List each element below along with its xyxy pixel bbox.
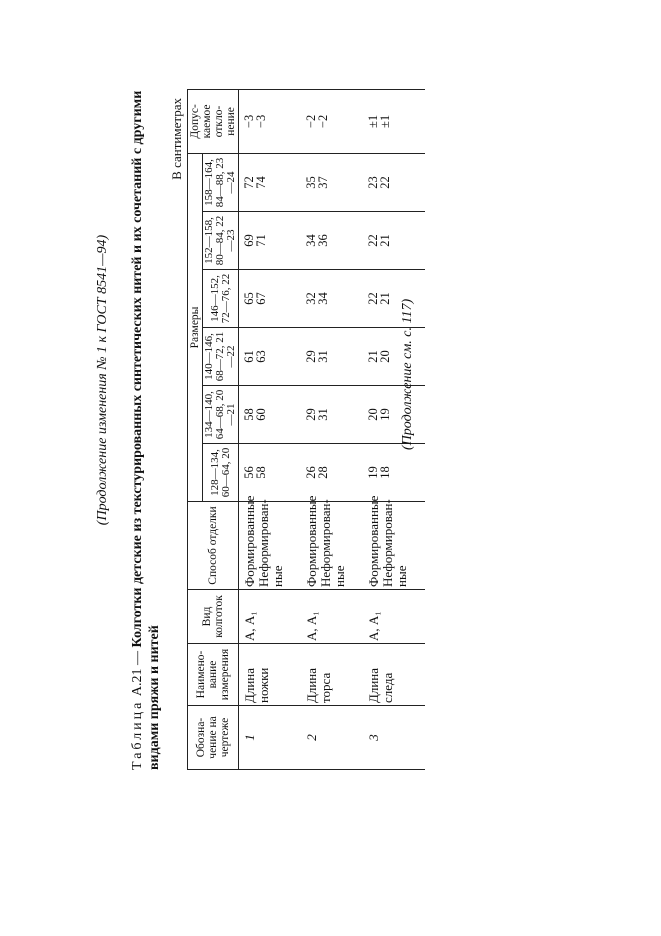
size-value: 18 xyxy=(378,466,392,479)
header-finish: Способ отделки xyxy=(188,502,239,590)
size-value: 37 xyxy=(316,176,330,189)
tolerance-cell xyxy=(363,89,425,153)
size-value: 74 xyxy=(254,176,268,189)
table-body xyxy=(239,89,426,769)
size-column-header: 128—134, 60—64, 20 xyxy=(203,444,239,502)
size-column-header: 158—164, 84—88, 23—24 xyxy=(203,153,239,211)
tolerance-value: −2 xyxy=(304,114,318,129)
row-kind: А, А₁ xyxy=(363,590,425,644)
size-value: 29 xyxy=(304,408,318,421)
size-value: 21 xyxy=(378,234,392,247)
unit-note: В сантиметрах xyxy=(169,98,184,180)
size-value-cell xyxy=(239,328,302,386)
finish-line: Неформирован-ные xyxy=(256,499,285,587)
size-value: 22 xyxy=(366,234,380,247)
tolerance-cell xyxy=(239,89,302,153)
size-value-cell xyxy=(239,444,302,502)
size-value-cell xyxy=(239,386,302,444)
row-measure-name: Длина следа xyxy=(363,644,425,706)
row-measure-name: Длина торса xyxy=(301,644,363,706)
row-finish xyxy=(363,495,425,590)
size-column-header: 152—158, 80—84, 22—23 xyxy=(203,212,239,270)
row-finish xyxy=(239,495,302,590)
tolerance-value: −3 xyxy=(242,114,256,129)
size-value: 26 xyxy=(304,466,318,479)
finish-line: Формированные xyxy=(304,495,319,587)
size-value: 19 xyxy=(378,408,392,421)
tolerance-value: −2 xyxy=(316,114,330,129)
row-measure-name: Длина ножки xyxy=(239,644,302,706)
header-code: Обозна-чение на чертеже xyxy=(188,706,239,770)
size-column-header: 146—152, 72—76, 22 xyxy=(203,270,239,328)
header-sizes: Размеры xyxy=(188,153,203,501)
size-column-header: 134—140, 64—68, 20—21 xyxy=(203,386,239,444)
size-value: 56 xyxy=(242,466,256,479)
size-value: 65 xyxy=(242,292,256,305)
size-value-cell xyxy=(301,212,363,270)
table-row xyxy=(301,89,363,769)
tolerance-value: ±1 xyxy=(378,114,392,128)
size-value: 71 xyxy=(254,234,268,247)
table-row xyxy=(239,89,302,769)
continuation-footer: (Продолжение см. с. 117) xyxy=(400,298,415,450)
size-value: 23 xyxy=(366,176,380,189)
size-value: 67 xyxy=(254,292,268,305)
caption-dash: — xyxy=(130,650,145,665)
size-value: 21 xyxy=(378,292,392,305)
size-value: 58 xyxy=(254,466,268,479)
size-value: 31 xyxy=(316,408,330,421)
size-value: 32 xyxy=(304,292,318,305)
continuation-header: (Продолжение изменения № 1 к ГОСТ 8541—94) xyxy=(95,234,110,526)
size-value-cell xyxy=(301,270,363,328)
dimensions-table xyxy=(187,89,425,770)
size-value-cell xyxy=(363,153,425,211)
size-value: 21 xyxy=(366,350,380,363)
header-name: Наимено-вание измерения xyxy=(188,644,239,706)
size-value: 34 xyxy=(316,292,330,305)
size-value: 19 xyxy=(366,466,380,479)
caption-label: Таблица xyxy=(130,699,145,770)
finish-line: Неформирован-ные xyxy=(380,499,409,587)
size-value: 31 xyxy=(316,350,330,363)
size-value: 28 xyxy=(316,466,330,479)
size-value: 36 xyxy=(316,234,330,247)
size-value: 20 xyxy=(366,408,380,421)
row-code: 1 xyxy=(239,706,302,770)
size-value: 35 xyxy=(304,176,318,189)
caption-number: А.21 xyxy=(130,668,145,697)
size-value-cell xyxy=(301,386,363,444)
size-value: 22 xyxy=(366,292,380,305)
size-value-cell xyxy=(301,328,363,386)
finish-line: Неформирован-ные xyxy=(318,499,347,587)
table-caption xyxy=(129,90,163,770)
tolerance-value: ±1 xyxy=(366,114,380,128)
size-value-cell xyxy=(239,153,302,211)
size-value: 61 xyxy=(242,350,256,363)
row-code: 2 xyxy=(301,706,363,770)
tolerance-value: −3 xyxy=(254,114,268,129)
size-value-cell xyxy=(363,444,425,502)
size-column-header: 140—146, 68—72, 21—22 xyxy=(203,328,239,386)
tolerance-cell xyxy=(301,89,363,153)
size-value: 20 xyxy=(378,350,392,363)
rotated-page xyxy=(95,90,425,770)
row-code: 3 xyxy=(363,706,425,770)
finish-line: Формированные xyxy=(366,495,381,587)
header-tolerance: Допус-каемое откло-нение xyxy=(188,89,239,153)
finish-line: Формированные xyxy=(242,495,257,587)
caption-title: Колготки детские из текстурированных синтетических нитей и их сочетаний с другими видами пряжи и нитей xyxy=(130,90,162,770)
size-value: 29 xyxy=(304,350,318,363)
size-value: 72 xyxy=(242,176,256,189)
row-kind: А, А₁ xyxy=(301,590,363,644)
size-value: 69 xyxy=(242,234,256,247)
size-value-cell xyxy=(239,212,302,270)
size-value: 63 xyxy=(254,350,268,363)
row-finish xyxy=(301,495,363,590)
size-value-cell xyxy=(301,153,363,211)
size-value-cell xyxy=(239,270,302,328)
header-kind: Вид колготок xyxy=(188,590,239,644)
size-value: 58 xyxy=(242,408,256,421)
row-kind: А, А₁ xyxy=(239,590,302,644)
size-value: 34 xyxy=(304,234,318,247)
size-value-cell xyxy=(363,212,425,270)
size-value: 22 xyxy=(378,176,392,189)
size-value-cell xyxy=(301,444,363,502)
size-value: 60 xyxy=(254,408,268,421)
